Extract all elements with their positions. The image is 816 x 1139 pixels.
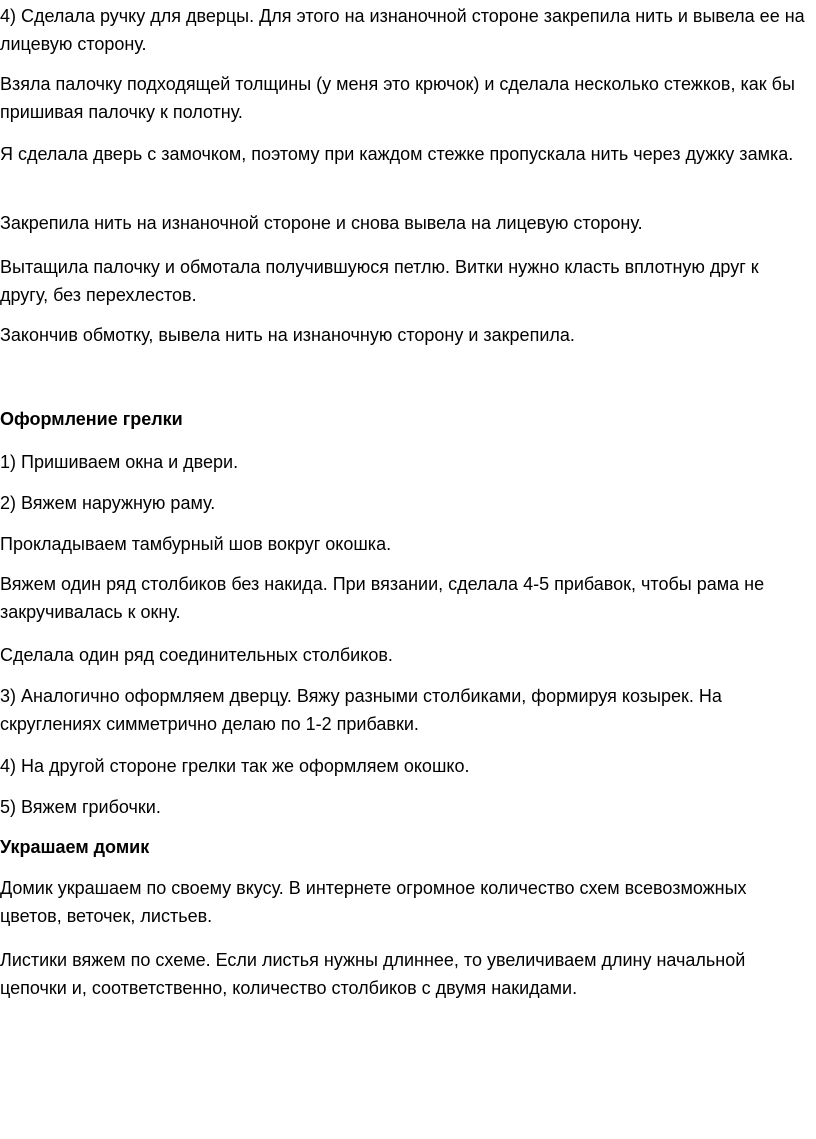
step-mushrooms: 5) Вяжем грибочки. bbox=[0, 797, 161, 817]
step-other-window: 4) На другой стороне грелки так же оформляем окошко. bbox=[0, 756, 470, 776]
step-door-frame: 3) Аналогично оформляем дверцу. Вяжу разными столбиками, формируя козырек. На скруглениях симметрично делаю по 1-2 прибавки. bbox=[0, 686, 722, 734]
paragraph-finish-wrap: Закончив обмотку, вывела нить на изнаночную сторону и закрепила. bbox=[0, 325, 575, 345]
step-sew-windows: 1) Пришиваем окна и двери. bbox=[0, 452, 239, 472]
heading-heater-design: Оформление грелки bbox=[0, 409, 183, 429]
paragraph-door-handle: 4) Сделала ручку для дверцы. Для этого на изнаночной стороне закрепила нить и вывела ее на лицевую сторону. bbox=[0, 6, 805, 54]
paragraph-stick-stitches: Взяла палочку подходящей толщины (у меня это крючок) и сделала несколько стежков, как бы пришивая палочку к полотну. bbox=[0, 74, 795, 122]
heading-decorate-house: Украшаем домик bbox=[0, 837, 150, 857]
paragraph-decorate-taste: Домик украшаем по своему вкусу. В интернете огромное количество схем всевозможных цветов, веточек, листьев. bbox=[0, 878, 747, 926]
paragraph-wrap-loop: Вытащила палочку и обмотала получившуюся петлю. Витки нужно класть вплотную друг к другу, без перехлестов. bbox=[0, 257, 759, 305]
paragraph-chain-stitch: Прокладываем тамбурный шов вокруг окошка. bbox=[0, 534, 392, 554]
paragraph-slip-stitch-row: Сделала один ряд соединительных столбиков. bbox=[0, 645, 393, 665]
step-outer-frame: 2) Вяжем наружную раму. bbox=[0, 493, 216, 513]
paragraph-leaves-scheme: Листики вяжем по схеме. Если листья нужны длиннее, то увеличиваем длину начальной цепочки и, соответственно, количество столбиков с двумя накидами. bbox=[0, 950, 746, 998]
paragraph-secure-thread: Закрепила нить на изнаночной стороне и снова вывела на лицевую сторону. bbox=[0, 213, 643, 233]
paragraph-lock: Я сделала дверь с замочком, поэтому при каждом стежке пропускала нить через дужку замка. bbox=[0, 144, 794, 164]
paragraph-single-crochet-row: Вяжем один ряд столбиков без накида. При вязании, сделала 4-5 прибавок, чтобы рама не закручивалась к окну. bbox=[0, 574, 765, 622]
